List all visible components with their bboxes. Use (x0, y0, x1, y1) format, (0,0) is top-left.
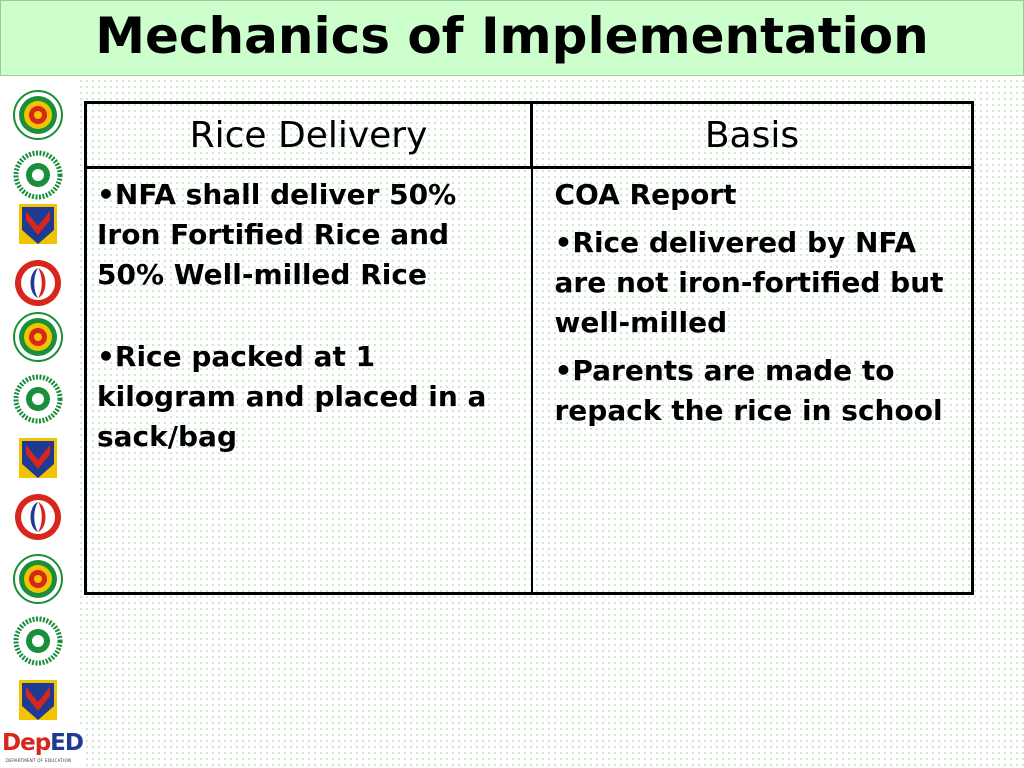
dswd-shield-icon (13, 434, 63, 484)
deped-logo (0, 728, 86, 768)
nutrition-seal-icon (13, 554, 63, 604)
national-nutrition-council-icon (13, 616, 63, 666)
deped-wordmark (2, 730, 83, 756)
red-circle-emblem-icon (13, 492, 63, 542)
deped-wordmark-ed: ED (50, 730, 83, 756)
deped-subtitle: DEPARTMENT OF EDUCATION (6, 758, 72, 763)
table-body-row (86, 168, 973, 594)
rice-delivery-cell (86, 168, 532, 594)
basis-item: •Parents are made to repack the rice in school (554, 354, 943, 427)
mechanics-table (84, 101, 974, 595)
title-bar (0, 0, 1024, 76)
basis-heading: COA Report (554, 178, 737, 211)
rice-delivery-item: •NFA shall deliver 50% Iron Fortified Rice and 50% Well-milled Rice (97, 178, 457, 291)
nutrition-seal-icon (13, 90, 63, 140)
basis-item: •Rice delivered by NFA are not iron-fortified but well-milled (554, 226, 944, 339)
slide-title: Mechanics of Implementation (95, 7, 929, 65)
header-rice-delivery: Rice Delivery (86, 103, 532, 168)
logo-sidebar (0, 76, 80, 768)
nutrition-seal-icon (13, 312, 63, 362)
national-nutrition-council-icon (13, 374, 63, 424)
dswd-shield-icon (13, 676, 63, 726)
basis-cell (532, 168, 973, 594)
dswd-shield-icon (13, 200, 63, 250)
table-header-row (86, 103, 973, 168)
red-circle-emblem-icon (13, 258, 63, 308)
rice-delivery-item: •Rice packed at 1 kilogram and placed in a sack/bag (97, 340, 487, 453)
national-nutrition-council-icon (13, 150, 63, 200)
deped-wordmark-dep: Dep (2, 730, 51, 756)
header-basis: Basis (532, 103, 973, 168)
